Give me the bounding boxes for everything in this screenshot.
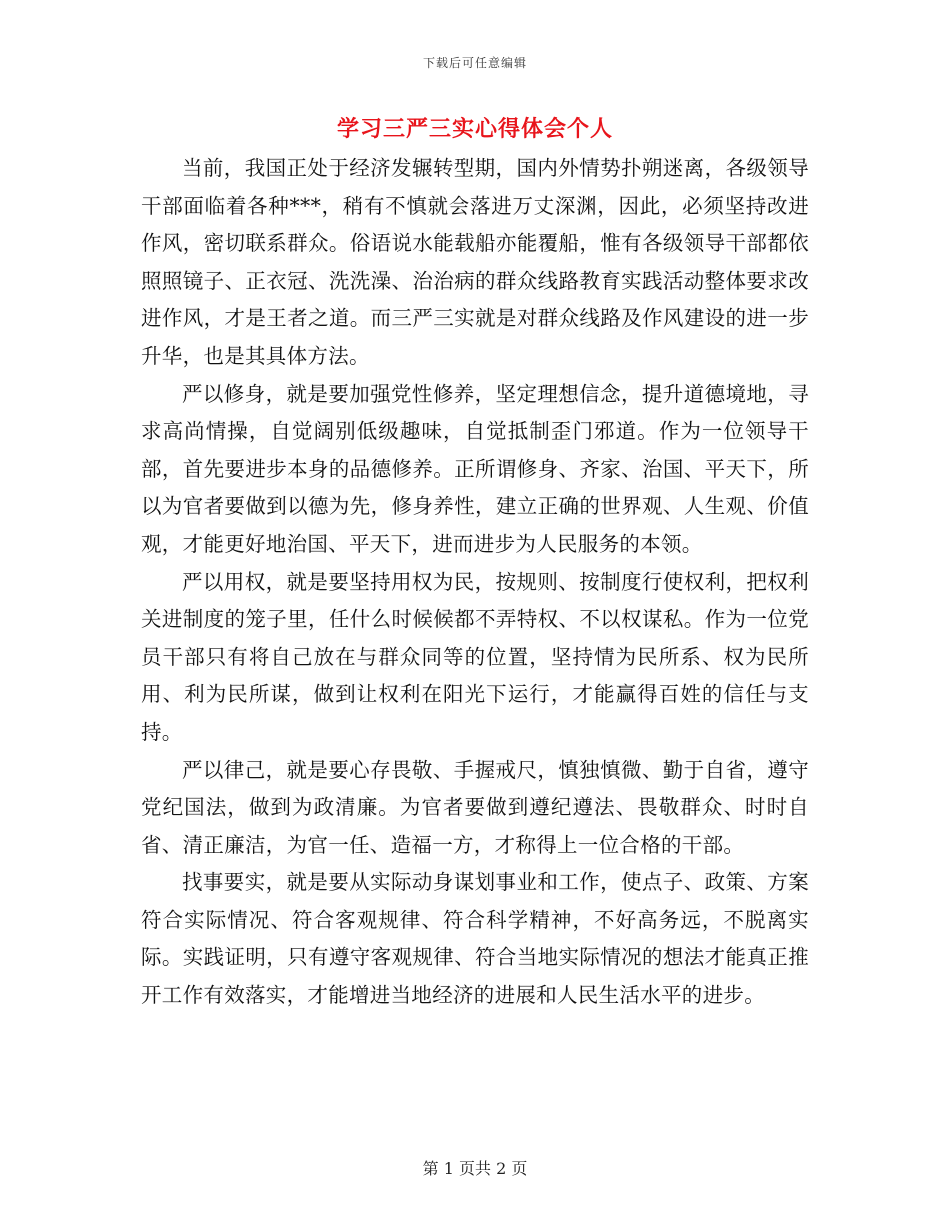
paragraph-self-cultivation: 严以修身，就是要加强党性修养，坚定理想信念，提升道德境地，寻求高尚情操，自觉阔别低级趣味，自觉抵制歪门邪道。作为一位领导干部，首先要进步本身的品德修养。正所谓修身、齐家、治国、平天下，所以为官者要做到以德为先，修身养性，建立正确的世界观、人生观、价值观，才能更好地治国、平天下，进而进步为人民服务的本领。: [141, 381, 809, 556]
download-note: 下载后可任意编辑: [422, 56, 527, 70]
document-body: [141, 150, 809, 1015]
paragraph-intro: 当前，我国正处于经济发辗转型期，国内外情势扑朔迷离，各级领导干部面临着各种***，稍有不慎就会落进万丈深渊，因此，必须坚持改进作风，密切联系群众。俗语说水能载船亦能覆船，惟有各级领导干部都依照照镜子、正衣冠、洗洗澡、治治病的群众线路教育实践活动整体要求改进作风，才是王者之道。而三严三实就是对群众线路及作风建设的进一步升华，也是其具体方法。: [141, 156, 809, 368]
paragraph-use-of-power: 严以用权，就是要坚持用权为民，按规则、按制度行使权利，把权利关进制度的笼子里，任什么时候候都不弄特权、不以权谋私。作为一位党员干部只有将自己放在与群众同等的位置，坚持情为民所系、权为民所用、利为民所谋，做到让权利在阳光下运行，才能赢得百姓的信任与支持。: [141, 569, 809, 744]
document-title: 学习三严三实心得体会个人: [336, 117, 613, 142]
paragraph-practical-work: 找事要实，就是要从实际动身谋划事业和工作，使点子、政策、方案符合实际情况、符合客观规律、符合科学精神，不好高务远，不脱离实际。实践证明，只有遵守客观规律、符合当地实际情况的想法才能真正推开工作有效落实，才能增进当地经济的进展和人民生活水平的进步。: [141, 870, 809, 1008]
paragraph-self-discipline: 严以律己，就是要心存畏敬、手握戒尺，慎独慎微、勤于自省，遵守党纪国法，做到为政清廉。为官者要做到遵纪遵法、畏敬群众、时时自省、清正廉洁，为官一任、造福一方，才称得上一位合格的干部。: [141, 757, 809, 857]
page-number: 第 1 页共 2 页: [422, 1159, 528, 1178]
